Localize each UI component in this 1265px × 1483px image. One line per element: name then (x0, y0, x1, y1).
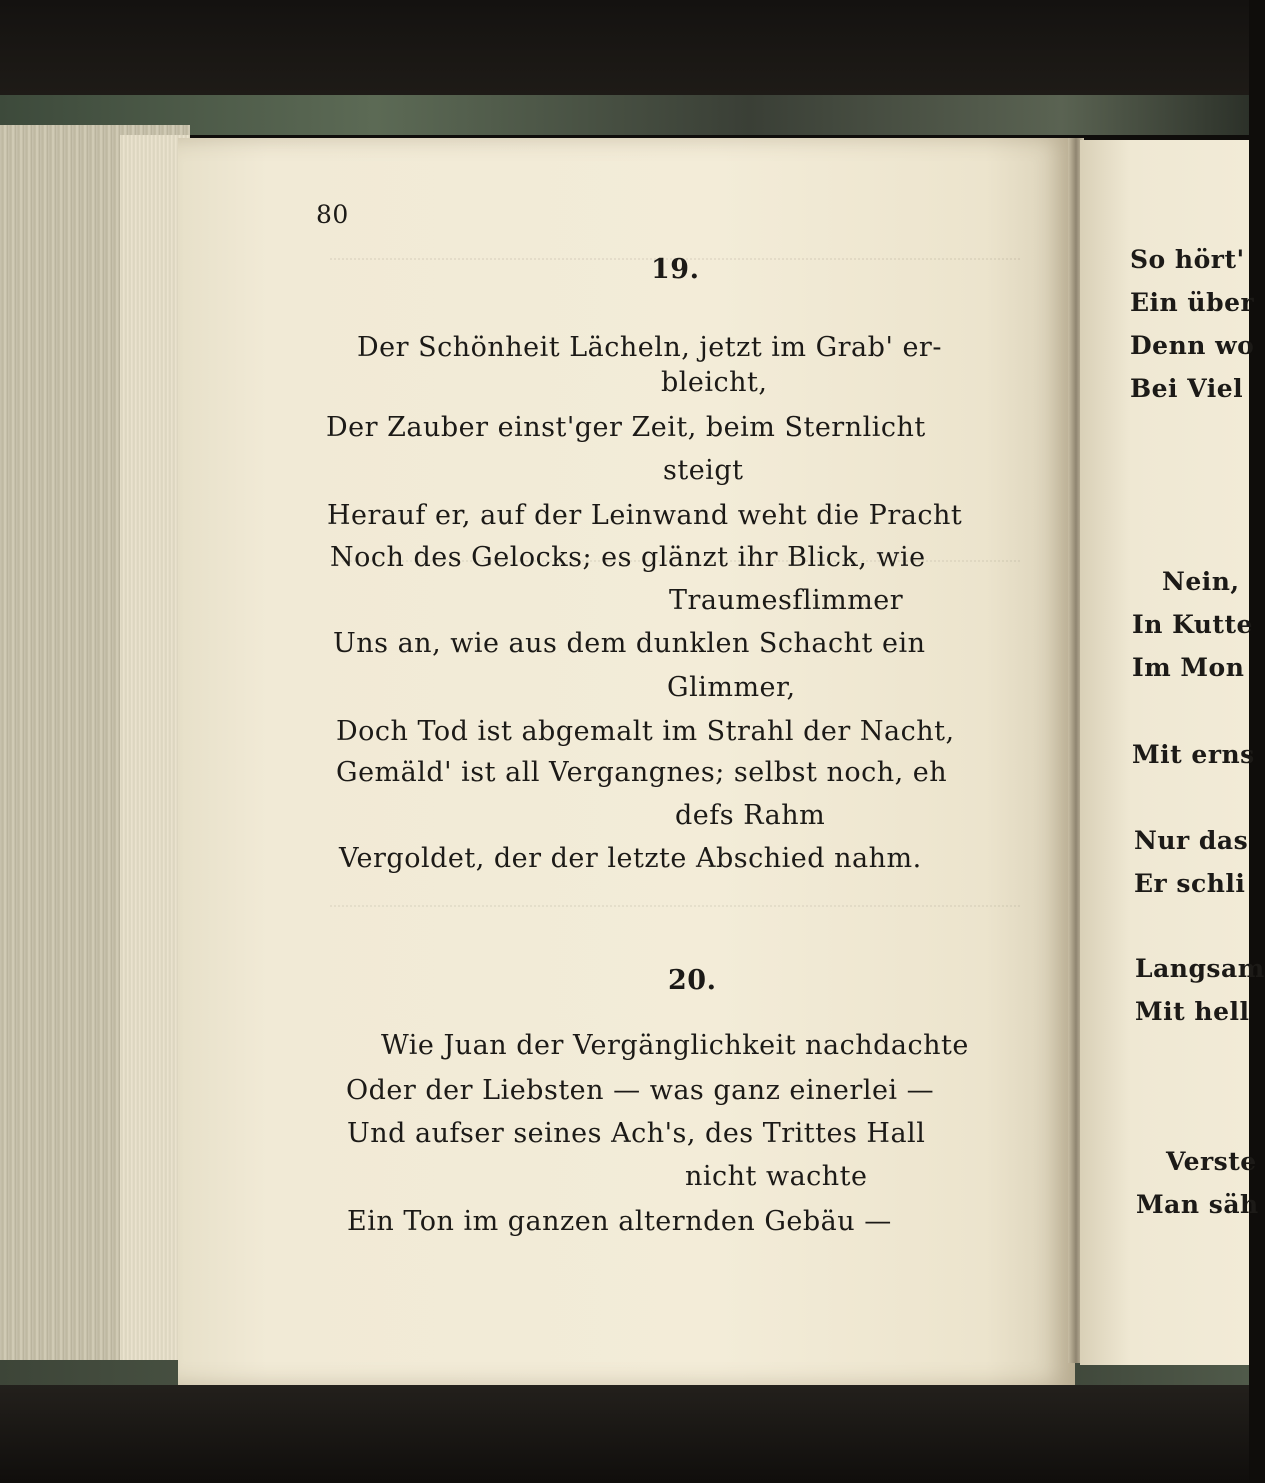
poem-20-line-1: Wie Juan der Vergänglichkeit nachdachte (381, 1030, 969, 1061)
poem-19-line-7: Traumesflimmer (669, 585, 904, 616)
right-line-10: Er schli (1134, 869, 1246, 898)
right-line-1: So hört' (1130, 245, 1245, 274)
poem-19-line-8: Uns an, wie aus dem dunklen Schacht ein (333, 628, 926, 659)
right-line-3: Denn wo (1130, 331, 1255, 360)
poem-19-line-11: Gemäld' ist all Vergangnes; selbst noch, eh (336, 757, 948, 788)
right-line-12: Mit hell (1135, 997, 1250, 1026)
right-line-4: Bei Viel (1130, 374, 1244, 403)
right-line-2: Ein über (1130, 288, 1255, 317)
poem-20-line-3: Und aufser seines Ach's, des Trittes Hall (347, 1118, 926, 1149)
poem-20-line-5: Ein Ton im ganzen alternden Gebäu — (347, 1206, 892, 1237)
poem-19-line-3: Der Zauber einst'ger Zeit, beim Sternlicht (326, 412, 926, 443)
poem-20-line-2: Oder der Liebsten — was ganz einerlei — (346, 1075, 935, 1106)
right-line-11: Langsam (1135, 954, 1265, 983)
poem-19-line-10: Doch Tod ist abgemalt im Strahl der Nacht, (336, 716, 955, 747)
page-number: 80 (316, 200, 349, 229)
right-line-9: Nur das (1134, 826, 1249, 855)
poem-19-line-1: Der Schönheit Lächeln, jetzt im Grab' er- (357, 332, 942, 363)
poem-19-line-2: bleicht, (661, 367, 768, 398)
poem-19-line-12: defs Rahm (675, 800, 826, 831)
bleed-through-mark (330, 905, 1020, 911)
right-line-8: Mit erns (1132, 740, 1255, 769)
poem-19-line-9: Glimmer, (667, 672, 796, 703)
poem-19-line-5: Herauf er, auf der Leinwand weht die Pracht (327, 500, 963, 531)
right-line-13: Verste (1166, 1147, 1257, 1176)
poem-number-20: 20. (668, 965, 717, 996)
background-bottom (0, 1385, 1249, 1483)
background-top (0, 0, 1249, 95)
poem-19-line-13: Vergoldet, der der letzte Abschied nahm. (339, 843, 922, 874)
right-line-6: In Kutte (1132, 610, 1253, 639)
right-page-text-area (1080, 140, 1265, 1365)
right-line-7: Im Mon (1132, 653, 1245, 682)
poem-19-line-4: steigt (663, 455, 744, 486)
poem-number-19: 19. (651, 254, 700, 285)
right-line-14: Man säh (1136, 1190, 1259, 1219)
right-line-5: Nein, (1162, 567, 1240, 596)
poem-20-line-4: nicht wachte (685, 1161, 868, 1192)
poem-19-line-6: Noch des Gelocks; es glänzt ihr Blick, wie (330, 542, 926, 573)
